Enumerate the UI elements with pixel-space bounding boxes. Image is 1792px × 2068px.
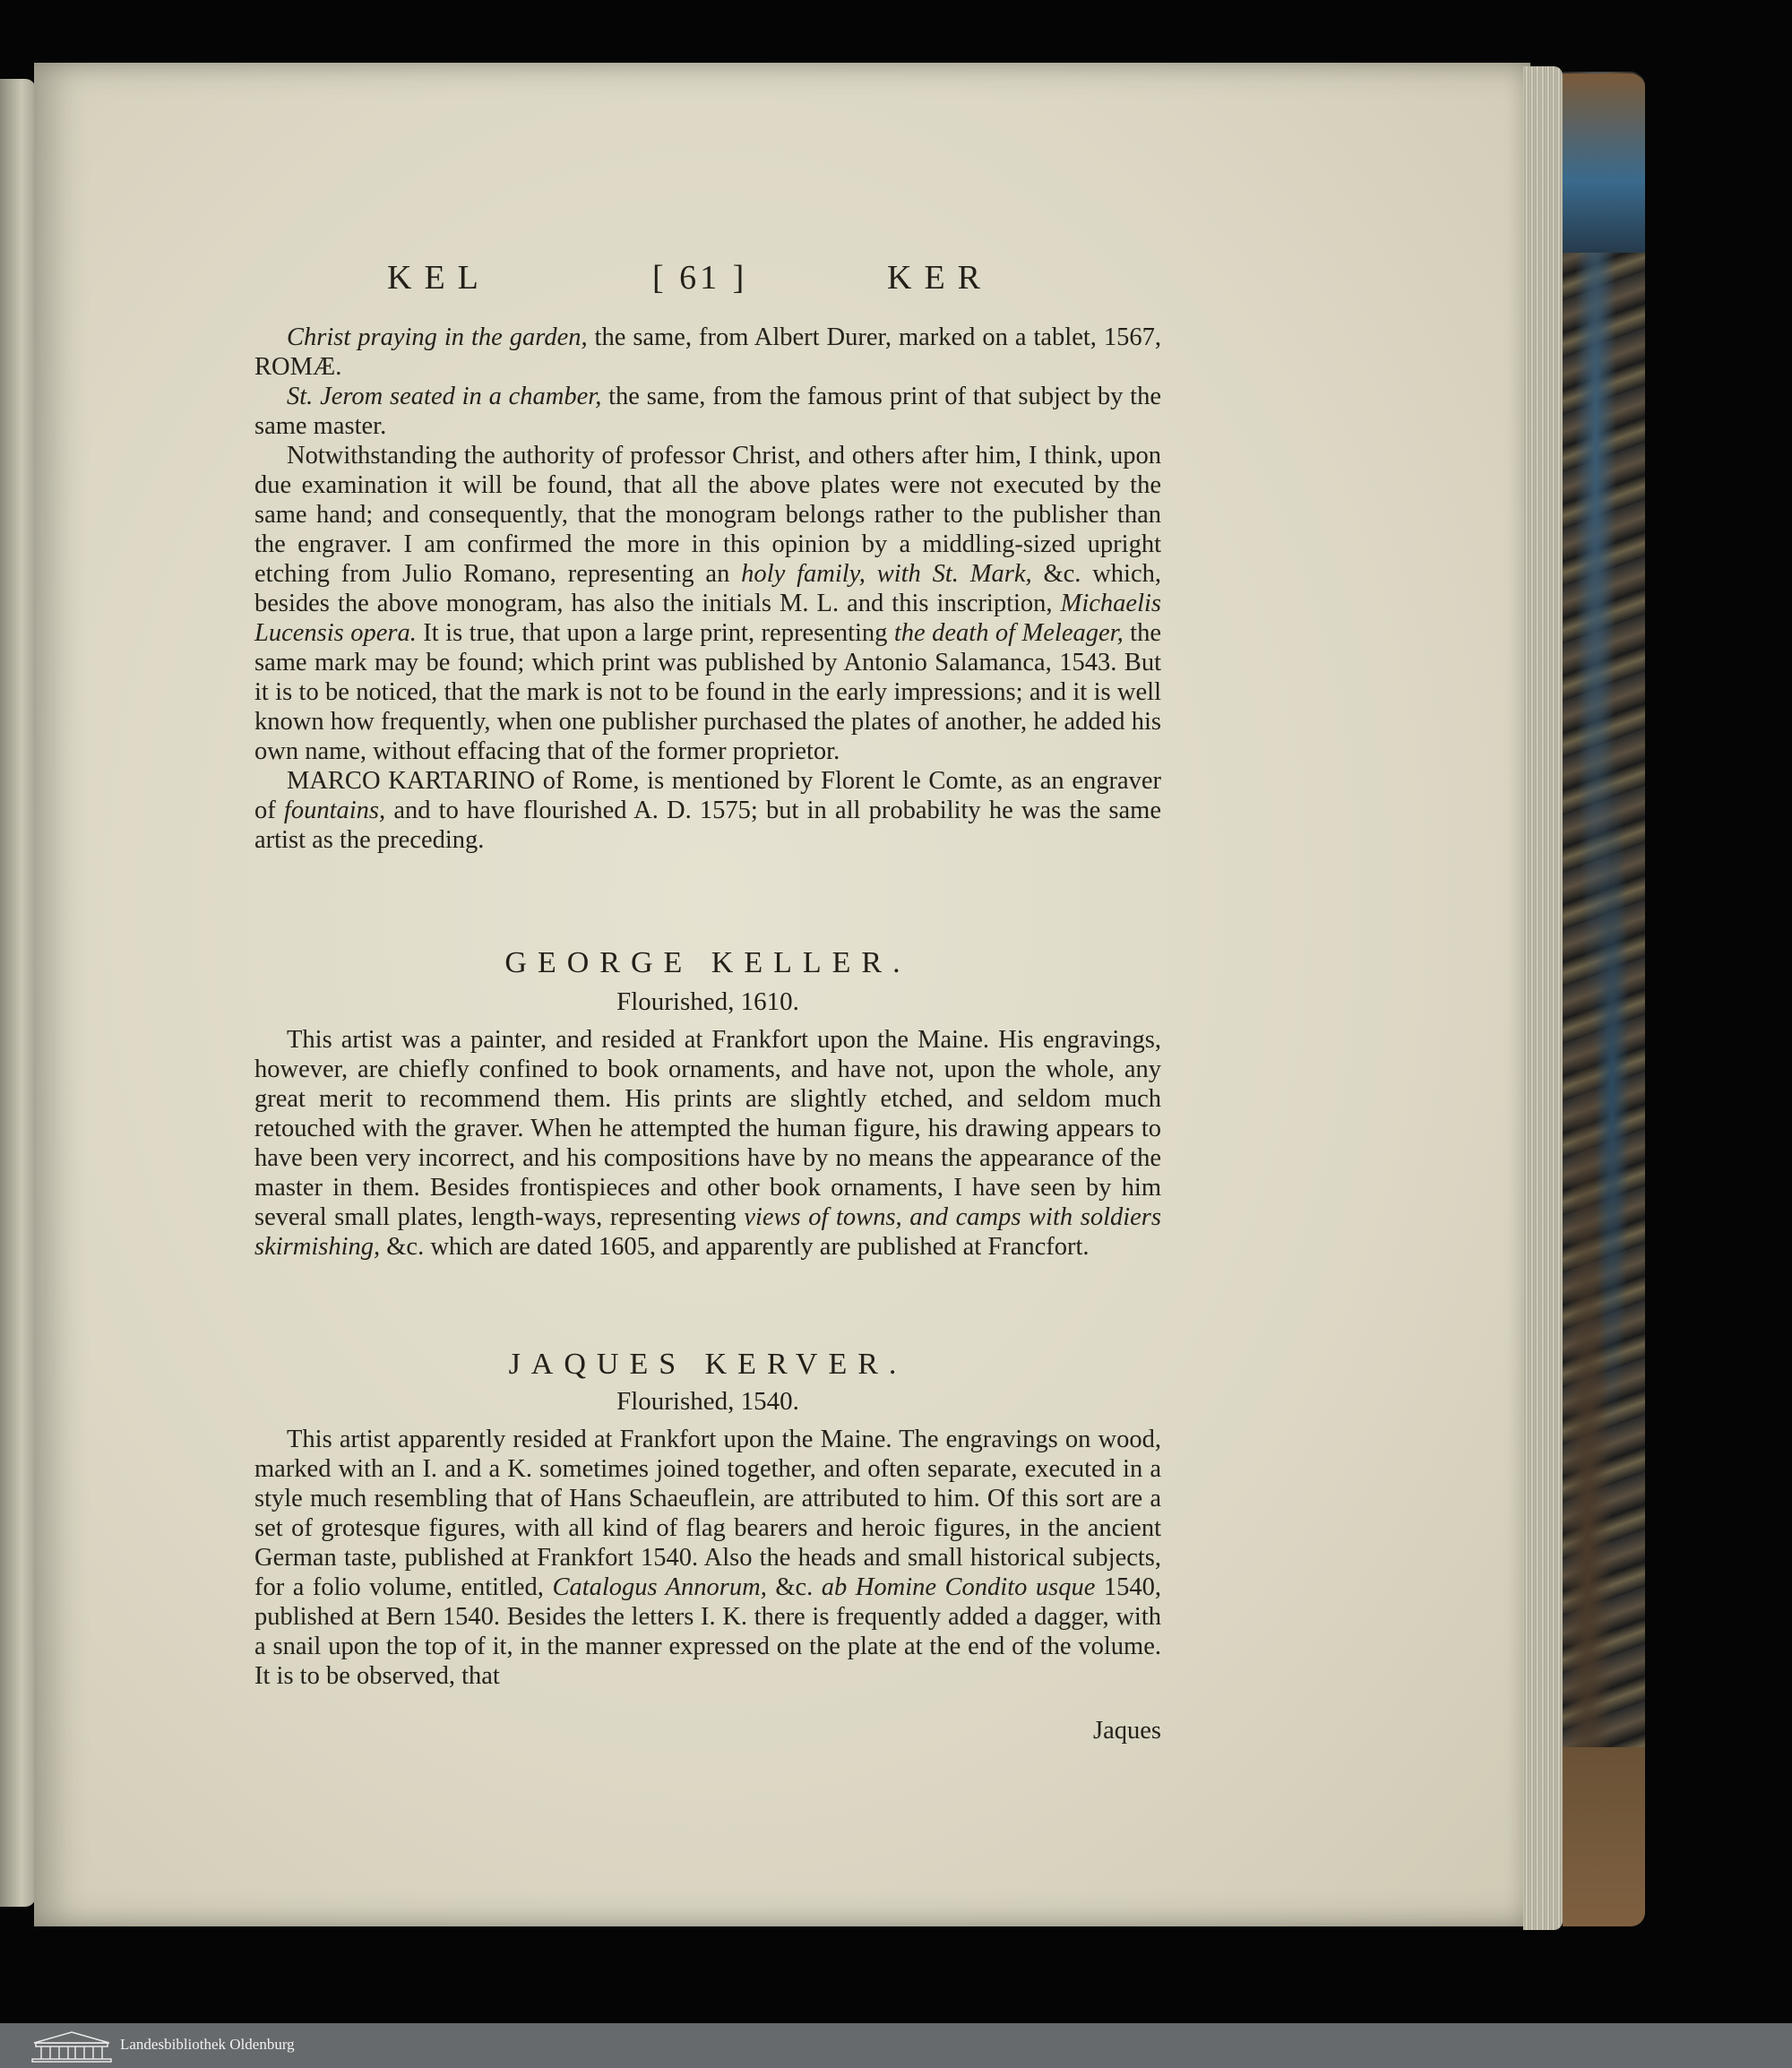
paragraph-text: Notwithstanding the authority of professor Christ, and others after him, I think, upon due examination it will be found, that all the above plates were not executed by the same hand; and consequently, that the monogram belongs rather to the publisher than the engraver. I am confirmed the more in this opinion by a middling-sized upright etching from Julio Romano, representing an bbox=[254, 442, 1161, 588]
paragraph bbox=[254, 766, 1161, 855]
section-subheading-keller: Flourished, 1610. bbox=[616, 987, 799, 1016]
italic-title: holy family, with St. Mark, bbox=[741, 560, 1032, 588]
section-heading-keller: GEORGE KELLER. bbox=[504, 946, 911, 979]
italic-title: the death of Meleager, bbox=[893, 619, 1124, 647]
text-block-keller bbox=[254, 1025, 1161, 1262]
artist-name: MARCO KARTARINO bbox=[287, 767, 536, 795]
library-building-icon bbox=[27, 2029, 116, 2063]
section-subheading-kerver: Flourished, 1540. bbox=[616, 1387, 799, 1416]
paragraph-text: It is true, that upon a large print, representing bbox=[416, 619, 894, 647]
header-left: KEL bbox=[387, 259, 491, 297]
paragraph-text: the same, from Albert Durer, marked on a tablet, 1567, ROMÆ. bbox=[254, 323, 1161, 381]
paragraph-text: This artist was a painter, and resided at Frankfort upon the Maine. His engravings, however, are chiefly confined to book ornaments, and have not, upon the whole, any great merit to recommend them. His prints are slightly etched, and seldom much retouched with the graver. When he attempted the human figure, his drawing appears to have been very incorrect, and his compositions have by no means the appearance of the master in them. Besides frontispieces and other book ornaments, I have seen by him several small plates, length-ways, representing bbox=[254, 1026, 1161, 1231]
paragraph bbox=[254, 1425, 1161, 1691]
paragraph-text: &c. which, besides the above monogram, has also the initials M. L. and this inscription, bbox=[254, 560, 1161, 617]
italic-title: Christ praying in the garden, bbox=[287, 323, 588, 351]
catchword: Jaques bbox=[1093, 1717, 1161, 1745]
footer-bar bbox=[0, 2023, 1792, 2068]
italic-title: St. Jerom seated in a chamber, bbox=[287, 383, 602, 410]
italic-title: fountains, bbox=[283, 797, 386, 824]
facing-page-edge bbox=[0, 79, 36, 1907]
library-name: Landesbibliothek Oldenburg bbox=[120, 2036, 295, 2053]
paragraph-text: &c. bbox=[766, 1573, 822, 1601]
paragraph-text: &c. which are dated 1605, and apparently are published at Francfort. bbox=[380, 1233, 1090, 1261]
running-header bbox=[387, 258, 1050, 301]
page-stack-edges bbox=[1523, 66, 1563, 1930]
header-right: KER bbox=[887, 259, 993, 297]
italic-title: Michaelis Lucensis opera. bbox=[254, 590, 1161, 647]
page-number: [ 61 ] bbox=[652, 259, 748, 297]
marbled-cover bbox=[1563, 72, 1645, 1926]
paragraph-text: the same mark may be found; which print was published by Antonio Salamanca, 1543. But it is to be noticed, that the mark is not to be found in the early impressions; and it is well known how frequently, when one publisher purchased the plates of another, he added his own name, without effacing that of the former proprietor. bbox=[254, 619, 1161, 765]
italic-title: Catalogus Annorum, bbox=[552, 1573, 767, 1601]
paragraph-text: of Rome, is mentioned by Florent le Comte, as an engraver of bbox=[254, 767, 1162, 824]
paragraph-text: the same, from the famous print of that subject by the same master. bbox=[254, 383, 1161, 440]
section-heading-kerver: JAQUES KERVER. bbox=[508, 1348, 908, 1381]
paragraph-text: and to have flourished A. D. 1575; but in all probability he was the same artist as the preceding. bbox=[254, 797, 1161, 854]
paragraph bbox=[254, 382, 1161, 441]
paragraph-text: 1540, published at Bern 1540. Besides the letters I. K. there is frequently added a dagger, with a snail upon the top of it, in the manner expressed on the plate at the end of the volume. It is to be observed, that bbox=[254, 1573, 1161, 1690]
paragraph bbox=[254, 441, 1161, 766]
text-block-1 bbox=[254, 323, 1161, 855]
paragraph-text: This artist apparently resided at Frankfort upon the Maine. The engravings on wood, marked with an I. and a K. sometimes joined together, and often separate, executed in a style much resembling that of Hans Schaeuflein, are attributed to him. Of this sort are a set of grotesque figures, with all kind of flag bearers and heroic figures, in the ancient German taste, published at Frankfort 1540. Also the heads and small historical subjects, for a folio volume, entitled, bbox=[254, 1426, 1161, 1601]
paragraph bbox=[254, 323, 1161, 382]
italic-title: ab Homine Condito usque bbox=[821, 1573, 1096, 1601]
cover-corner-top bbox=[1563, 73, 1645, 253]
paragraph bbox=[254, 1025, 1161, 1262]
cover-corner-bottom bbox=[1563, 1747, 1645, 1926]
italic-title: views of towns, and camps with soldiers skirmishing, bbox=[254, 1203, 1161, 1261]
text-block-kerver bbox=[254, 1425, 1161, 1691]
